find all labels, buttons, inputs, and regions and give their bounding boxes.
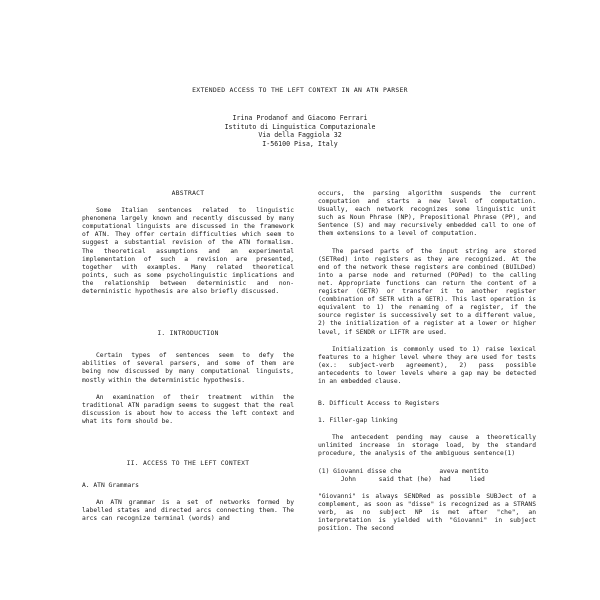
intro-heading: I. INTRODUCTION [157,330,219,338]
example-sentence-gloss: John said that (he) had lied [318,475,485,483]
right-paragraph-2: The parsed parts of the input string are stored (SETRed) into registers as they are recognized. At the end of the network these registers are combined (BUILDed) into a parse node and returned (POPed) to the calling net. Appropriate functions can return the content of a register (GETR) or transfer it to another register (combination of SETR with a GETR). This last operation is equivalent to 1) the renaming of a register, if the source register is successively set to a different value, 2) the initialization of a register at a lower or higher level, if SENDR or LIFTR are used. [318,247,536,336]
author-names: Irina Prodanof and Giacomo Ferrari [232,114,368,122]
intro-paragraph-1: Certain types of sentences seem to defy the abilities of several parsers, and some of them are being now discussed by many computational linguists, mostly within the deterministic hypothesis. [82,352,294,384]
right-paragraph-5: "Giovanni" is always SENDRed as possible SUBJect of a complement, as soon as "disse" is recognized as a STRANS verb, as no subject NP is met after "che", an interpretation is yielded with "Giovanni" in subject position. The second [318,492,536,533]
right-column [318,190,536,533]
abstract-text: Some Italian sentences related to linguistic phenomena largely known and recently discussed by many computational linguists are discussed in the framework of ATN. They offer certain difficulties which seem to suggest a substantial revision of the ATN formalism. The theoretical assumptions and an experimental implementation of such a revision are presented, together with examples. Many related theoretical points, such as some psycholinguistic implications and the relationship between deterministic and non-deterministic hypothesis are also briefly discussed. [82,207,294,296]
abstract-heading: ABSTRACT [171,190,205,197]
atn-paragraph: An ATN grammar is a set of networks formed by labelled states and directed arcs connecting them. The arcs can recognize terminal (words) and [82,499,294,523]
section-2-heading: II. ACCESS TO THE LEFT CONTEXT [126,459,250,467]
example-sentence-italian: (1) Giovanni disse che aveva mentito [318,467,489,475]
affiliation-city: I-56100 Pisa, Italy [262,139,338,148]
affiliation-street: Via della Faggiola 32 [258,131,342,140]
paper-title: EXTENDED ACCESS TO THE LEFT CONTEXT IN AN ATN PARSER [192,86,408,94]
left-column [82,190,294,523]
subsection-a-heading: A. ATN Grammars [82,482,139,490]
affiliation-institute: Istituto di Linguistica Computazionale [224,122,376,131]
right-paragraph-1: occurs, the parsing algorithm suspends the current computation and starts a new level of computation. Usually, each network recognizes some linguistic unit such as Noun Phrase (NP), Prepositional Phrase (PP), and Sentence (S) and may recursively embedded call to one of them extensions to a level of computation. [318,190,536,238]
right-paragraph-4: The antecedent pending may cause a theoretically unlimited increase in storage load, by the standard procedure, the analysis of the ambiguous sentence(1) [318,434,536,458]
intro-paragraph-2: An examination of their treatment within the traditional ATN paradigm seems to suggest that the real discussion is about how to access the left context and what its form should be. [82,393,294,425]
item-1-heading: 1. Filler-gap linking [318,417,398,425]
subsection-b-heading: B. Difficult Access to Registers [318,400,440,408]
author-block [180,114,420,148]
right-paragraph-3: Initialization is commonly used to 1) raise lexical features to a higher level where they are used for tests (ex.: subject-verb agreement), 2) pass possible antecedents to lower levels where a gap may be detected in an embedded clause. [318,345,536,385]
